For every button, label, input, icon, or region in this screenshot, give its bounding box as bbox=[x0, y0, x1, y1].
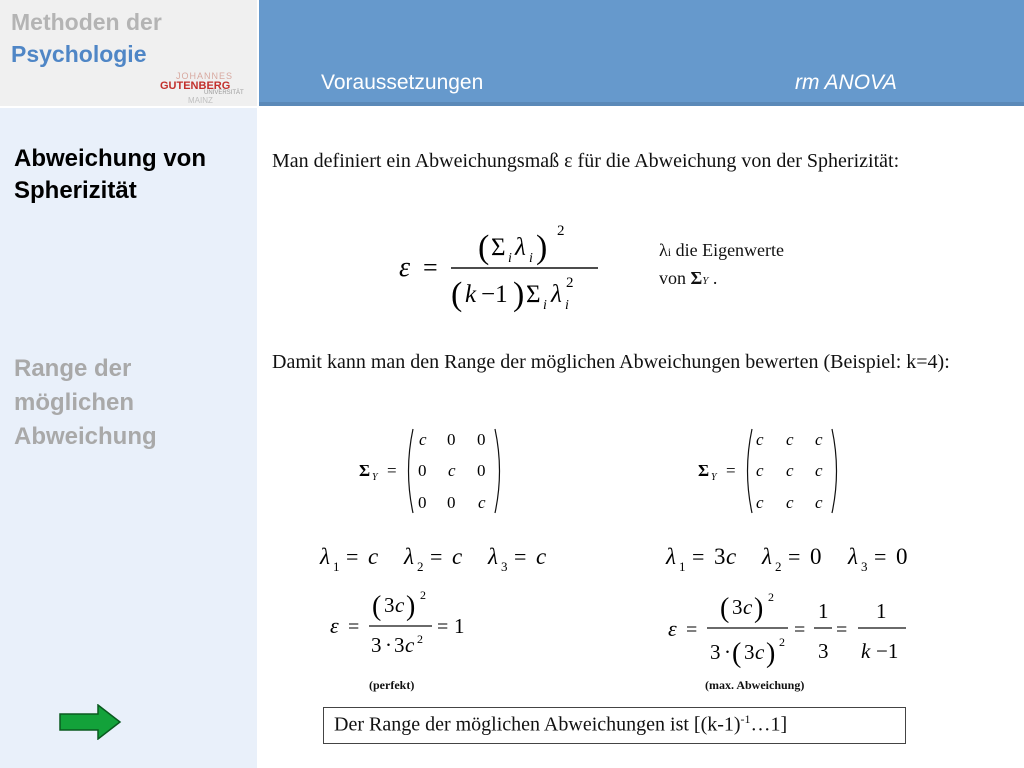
svg-text:λ: λ bbox=[488, 544, 498, 569]
svg-text:3: 3 bbox=[710, 640, 721, 664]
slide-topic: Voraussetzungen bbox=[321, 71, 484, 94]
svg-text:Σ: Σ bbox=[359, 461, 371, 480]
svg-text:(: ( bbox=[478, 229, 490, 266]
svg-text:=: = bbox=[514, 544, 527, 569]
svg-text:2: 2 bbox=[779, 635, 785, 649]
svg-text:0: 0 bbox=[418, 493, 427, 512]
eigenvalues-max bbox=[664, 538, 919, 578]
svg-text:2: 2 bbox=[417, 559, 424, 574]
sidebar bbox=[0, 108, 257, 768]
svg-text:i: i bbox=[508, 251, 512, 266]
svg-text:2: 2 bbox=[768, 590, 774, 604]
svg-text:3: 3 bbox=[501, 559, 508, 574]
svg-text:2: 2 bbox=[557, 223, 565, 239]
svg-text:=: = bbox=[686, 619, 698, 641]
university-logo-gutenberg: GUTENBERG bbox=[160, 80, 231, 92]
svg-text:3: 3 bbox=[384, 593, 395, 617]
eigenvalue-note-line2: von ΣY . bbox=[659, 268, 718, 288]
eigenvalues-spherical bbox=[318, 538, 563, 578]
svg-text:): ) bbox=[406, 591, 416, 622]
svg-text:c: c bbox=[743, 595, 753, 619]
svg-text:=: = bbox=[692, 544, 705, 569]
header-band bbox=[259, 0, 1024, 106]
svg-text:λ: λ bbox=[404, 544, 414, 569]
svg-text:c: c bbox=[786, 430, 794, 449]
svg-text:c: c bbox=[395, 593, 405, 617]
svg-text:(: ( bbox=[720, 593, 730, 624]
epsilon-formula bbox=[395, 218, 610, 318]
svg-text:·: · bbox=[724, 640, 731, 664]
svg-text:i: i bbox=[543, 298, 547, 313]
eigenvalue-note-line1: λi die Eigenwerte bbox=[659, 240, 785, 260]
svg-text:λ: λ bbox=[320, 544, 330, 569]
svg-text:c: c bbox=[755, 640, 765, 664]
svg-text:λ: λ bbox=[666, 544, 676, 569]
svg-text:=: = bbox=[794, 619, 806, 641]
caption-perfekt: (perfekt) bbox=[369, 678, 415, 692]
svg-text:ε: ε bbox=[330, 613, 339, 638]
svg-text:0: 0 bbox=[447, 493, 456, 512]
svg-text:0: 0 bbox=[896, 544, 908, 569]
svg-text:c: c bbox=[478, 493, 486, 512]
svg-text:Σ: Σ bbox=[491, 234, 506, 261]
svg-text:): ) bbox=[513, 276, 525, 313]
svg-text:−1: −1 bbox=[481, 281, 508, 308]
svg-text:2: 2 bbox=[566, 275, 574, 291]
svg-text:λ: λ bbox=[848, 544, 858, 569]
svg-text:c: c bbox=[815, 493, 823, 512]
svg-text:c: c bbox=[419, 430, 427, 449]
svg-text:(: ( bbox=[451, 276, 463, 313]
range-intro-text: Damit kann man den Range der möglichen Abweichungen bewerten (Beispiel: k=4): bbox=[272, 351, 950, 373]
header-divider bbox=[259, 102, 1024, 106]
svg-text:0: 0 bbox=[477, 430, 486, 449]
svg-text:c: c bbox=[726, 544, 737, 569]
svg-text:Σ: Σ bbox=[698, 461, 710, 480]
svg-text:−1: −1 bbox=[876, 639, 899, 663]
sidebar-heading-inactive: Range der möglichen Abweichung bbox=[14, 355, 157, 450]
svg-text:c: c bbox=[756, 493, 764, 512]
svg-text:=: = bbox=[423, 253, 438, 282]
svg-text:1: 1 bbox=[876, 599, 887, 623]
svg-text:=: = bbox=[726, 461, 736, 480]
svg-text:λ: λ bbox=[551, 281, 562, 308]
result-box bbox=[323, 707, 906, 744]
slide-tag: rm ANOVA bbox=[795, 71, 897, 94]
next-slide-arrow-icon[interactable] bbox=[58, 704, 122, 740]
result-statement: Der Range der möglichen Abweichungen ist $[(k-1)^{-1}\dots 1]$ bbox=[334, 712, 788, 736]
svg-text:1: 1 bbox=[679, 559, 686, 574]
svg-text:(: ( bbox=[372, 591, 382, 622]
caption-max-abweichung: (max. Abweichung) bbox=[705, 678, 805, 692]
university-logo-mainz: MAINZ bbox=[188, 96, 213, 105]
svg-text:c: c bbox=[756, 430, 764, 449]
svg-text:=: = bbox=[437, 616, 449, 638]
svg-text:i: i bbox=[529, 251, 533, 266]
svg-text:λ: λ bbox=[515, 234, 526, 261]
svg-text:2: 2 bbox=[775, 559, 782, 574]
svg-text:2: 2 bbox=[420, 588, 426, 602]
logo-title-line2: Psychologie bbox=[11, 41, 147, 67]
svg-text:3: 3 bbox=[732, 595, 743, 619]
svg-text:c: c bbox=[405, 633, 415, 657]
svg-text:=: = bbox=[346, 544, 359, 569]
svg-text:c: c bbox=[452, 544, 463, 569]
svg-text:): ) bbox=[754, 593, 764, 624]
svg-text:=: = bbox=[788, 544, 801, 569]
svg-text:ε: ε bbox=[399, 252, 411, 283]
svg-text:1: 1 bbox=[818, 599, 829, 623]
intro-text: Man definiert ein Abweichungsmaß ε für die Abweichung von der Spherizität: bbox=[272, 150, 900, 172]
svg-text:=: = bbox=[874, 544, 887, 569]
university-logo-johannes: JOHANNES bbox=[176, 71, 234, 81]
svg-text:=: = bbox=[430, 544, 443, 569]
svg-text:c: c bbox=[536, 544, 547, 569]
svg-text:Y: Y bbox=[372, 472, 378, 483]
svg-text:2: 2 bbox=[417, 632, 423, 646]
sigma-matrix-spherical bbox=[355, 425, 505, 517]
svg-text:(: ( bbox=[732, 638, 742, 669]
svg-text:3: 3 bbox=[861, 559, 868, 574]
svg-text:3: 3 bbox=[371, 633, 382, 657]
epsilon-max-formula bbox=[666, 585, 916, 670]
svg-text:0: 0 bbox=[810, 544, 822, 569]
sidebar-heading-active: Abweichung von Spherizität bbox=[14, 145, 206, 204]
sigma-matrix-max bbox=[692, 425, 842, 517]
epsilon-perfect-formula bbox=[328, 585, 478, 665]
svg-text:): ) bbox=[536, 229, 548, 266]
svg-text:=: = bbox=[348, 616, 360, 638]
svg-text:ε: ε bbox=[668, 616, 677, 641]
svg-text:c: c bbox=[756, 461, 764, 480]
svg-text:c: c bbox=[815, 430, 823, 449]
svg-text:Y: Y bbox=[711, 472, 717, 483]
svg-text:λ: λ bbox=[762, 544, 772, 569]
svg-text:3: 3 bbox=[744, 640, 755, 664]
svg-text:1: 1 bbox=[333, 559, 340, 574]
svg-text:c: c bbox=[815, 461, 823, 480]
svg-text:0: 0 bbox=[477, 461, 486, 480]
svg-text:c: c bbox=[786, 493, 794, 512]
svg-text:c: c bbox=[448, 461, 456, 480]
svg-text:): ) bbox=[766, 638, 776, 669]
svg-text:0: 0 bbox=[447, 430, 456, 449]
svg-text:·: · bbox=[385, 633, 392, 657]
svg-text:k: k bbox=[465, 281, 477, 308]
svg-text:0: 0 bbox=[418, 461, 427, 480]
svg-text:=: = bbox=[836, 619, 848, 641]
svg-text:k: k bbox=[861, 639, 871, 663]
svg-text:1: 1 bbox=[454, 614, 465, 638]
svg-text:i: i bbox=[565, 298, 569, 313]
svg-text:3: 3 bbox=[714, 544, 726, 569]
svg-text:c: c bbox=[786, 461, 794, 480]
svg-text:=: = bbox=[387, 461, 397, 480]
svg-text:Σ: Σ bbox=[526, 281, 541, 308]
logo bbox=[0, 0, 259, 106]
logo-title-line1: Methoden der bbox=[11, 9, 162, 35]
svg-text:3: 3 bbox=[394, 633, 405, 657]
svg-text:3: 3 bbox=[818, 639, 829, 663]
svg-text:c: c bbox=[368, 544, 379, 569]
university-logo-universitaet: UNIVERSITÄT bbox=[204, 90, 244, 96]
